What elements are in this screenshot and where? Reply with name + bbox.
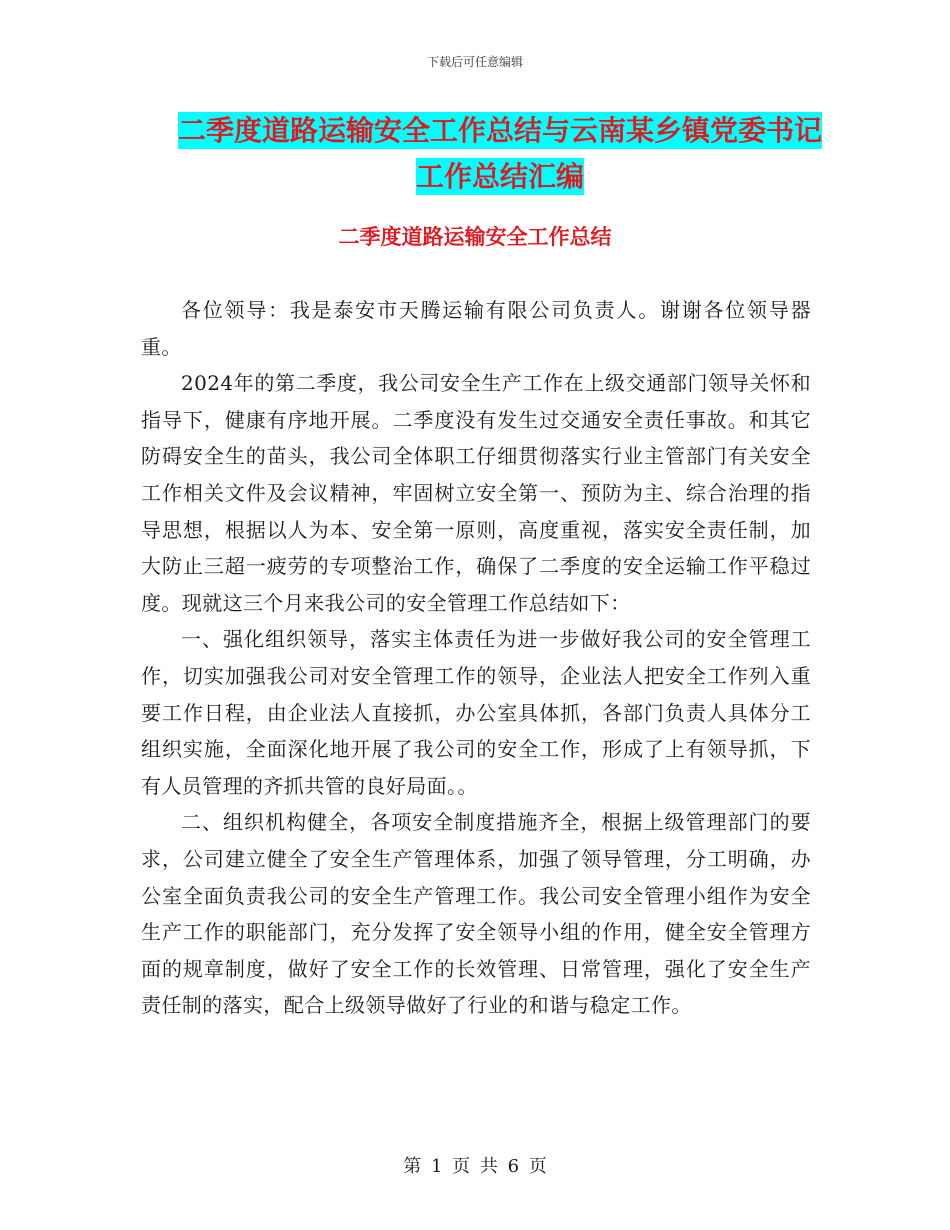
section-title: 二季度道路运输安全工作总结 <box>338 225 612 249</box>
paragraph-greeting: 各位领导：我是泰安市天腾运输有限公司负责人。谢谢各位领导器重。 <box>141 298 811 359</box>
paragraph-overview: 2024年的第二季度，我公司安全生产工作在上级交通部门领导关怀和指导下，健康有序地开展。二季度没有发生过交通安全责任事故。和其它防碍安全生的苗头，我公司全体职工仔细贯彻落实行业主管部门有关安全工作相关文件及会议精神，牢固树立安全第一、预防为主、综合治理的指导思想，根据以人为本、安全第一原则，高度重视，落实安全责任制，加大防止三超一疲劳的专项整治工作，确保了二季度的安全运输工作平稳过度。现就这三个月来我公司的安全管理工作总结如下： <box>141 371 811 615</box>
document-body <box>141 292 811 1024</box>
paragraph-section-1: 一、强化组织领导，落实主体责任为进一步做好我公司的安全管理工作，切实加强我公司对安全管理工作的领导，企业法人把安全工作列入重要工作日程，由企业法人直接抓，办公室具体抓，各部门负责人具体分工组织实施，全面深化地开展了我公司的安全工作，形成了上有领导抓，下有人员管理的齐抓共管的良好局面。。 <box>141 627 811 798</box>
document-title-line-2: 工作总结汇编 <box>415 160 584 193</box>
document-title <box>100 108 900 200</box>
header-note: 下载后可任意编辑 <box>426 55 523 69</box>
paragraph-section-2: 二、组织机构健全，各项安全制度措施齐全，根据上级管理部门的要求，公司建立健全了安全生产管理体系，加强了领导管理，分工明确，办公室全面负责我公司的安全生产管理工作。我公司安全管理小组作为安全生产工作的职能部门，充分发挥了安全领导小组的作用，健全安全管理方面的规章制度，做好了安全工作的长效管理、日常管理，强化了安全生产责任制的落实，配合上级领导做好了行业的和谐与稳定工作。 <box>141 810 811 1018</box>
page-footer: 第 1 页 共 6 页 <box>403 1156 547 1177</box>
document-title-line-1: 二季度道路运输安全工作总结与云南某乡镇党委书记 <box>177 114 822 147</box>
